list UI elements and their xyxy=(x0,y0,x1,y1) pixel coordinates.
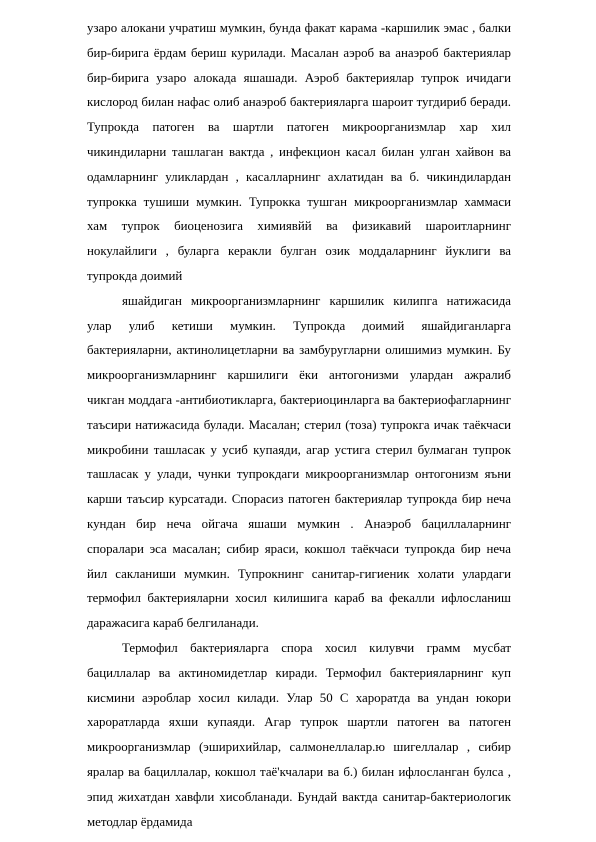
paragraph-1: узаро алокани учратиш мумкин, бунда факат карама -каршилик эмас , балки бир-бирига ёрдам бериш курилади. Масалан аэроб ва анаэроб бактериялар бир-бирига узаро алокада яшашади. Аэроб бактериялар тупрок ичидаги кислород билан нафас олиб анаэроб бактерияларга шароит тугдириб беради. Тупрокда патоген ва шартли патоген микроорганизмлар хар хил чикиндиларни ташлаган вактда , инфекцион касал билан улган хайвон ва одамларнинг уликлардан , касалларнинг ахлатидан ва б. чикиндилардан тупрокка тушиши мумкин. Тупрокка тушган микроорганизмлар хаммаси хам тупрок биоценозига химиявйй ва физикавий шароитларнинг нокулайлиги , буларга керакли булган озик моддаларнинг йуклиги ва тупрокда доимий xyxy=(87,21,511,283)
paragraph-2: яшайдиган микроорганизмларнинг каршилик килипга натижасида улар улиб кетиши мумкин. Тупрокда доимий яшайдиганларга бактерияларни, актинолицетларни ва замбуругларни олишимиз мумкин. Бу микроорганизмларнинг каршилиги ёки антогонизми улардан ажралиб чикган моддага -антибиотикларга, бактериоцинларга ва бактериофагларнинг таъсири натижасида булади. Масалан; стерил (тоза) тупрокга ичак таёкчаси микробини ташласак у усиб купаяди, агар устига стерил булмаган тупрок ташласак у улади, чунки тупрокдаги микроорганизмлар онтогонизм яъни карши таъсир курсатади. Спорасиз патоген бактериялар тупрокда бир неча кундан бир неча ойгача яшаши мумкин . Анаэроб бациллаларнинг споралари эса масалан; сибир яраси, кокшол таёкчаси тупрокда бир неча йил сакланиши мумкин. Тупрокнинг санитар-гигиеник холати улардаги термофил бактерияларни хосил килишига караб ва фекалли ифлосланиш даражасига караб белгиланади. xyxy=(87,293,511,631)
paragraph-3: Термофил бактерияларга спора хосил килувчи грамм мусбат бациллалар ва актиномидетлар киради. Термофил бактерияларнинг куп кисмини аэроблар хосил килади. Улар 50 С хароратда ва ундан юкори хароратларда яхши купаяди. Агар тупрок шартли патоген ва патоген микроорганизмлар (эширихийлар, салмонеллалар.ю шигеллалар , сибир яралар ва бациллалар, кокшол таё'кчалари ва б.) билан ифлосланган булса , эпид жихатдан хавфли хисобланади. Бундай вактда санитар-бактериологик методлар ёрдамида xyxy=(87,640,511,829)
document-page xyxy=(87,16,511,834)
